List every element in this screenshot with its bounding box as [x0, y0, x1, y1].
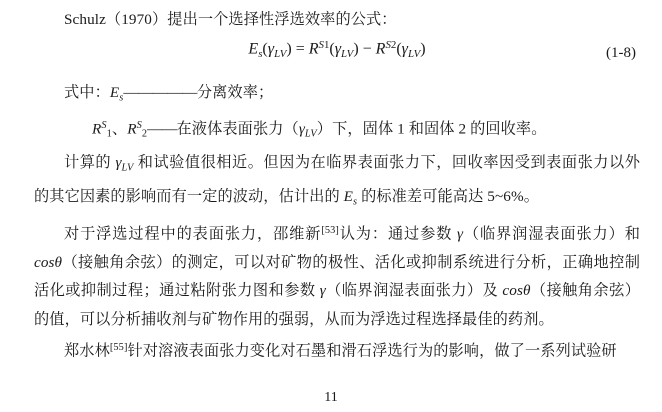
- document-body: [34, 6, 640, 366]
- equation-1-8: $E_s(\gamma_{LV}) = R^{S1}(\gamma_{LV}) - R^{S2}(\gamma_{LV})$: [248, 38, 426, 60]
- equation-number: (1-8): [606, 44, 636, 61]
- paragraph-calc: 计算的 $\gamma_{LV}$ 和试验值很相近。但因为在临界表面张力下，回收率因受到表面张力以外的其它因素的影响而有一定的波动，估计出的 $E_s$ 的标准差可能高达 5~6%。: [34, 154, 640, 208]
- paragraph-legend-1: 式中：$E_s—————$分离效率；: [64, 83, 274, 103]
- page-number: 11: [324, 390, 338, 405]
- paragraph-legend-2: $R^S_1$、$R^S_2——$在液体表面张力$(\gamma_{LV})$下，固体 1 和固体 2 的回收率。: [92, 120, 547, 140]
- paragraph-zheng: 郑水林[55]针对溶液表面张力变化对石墨和滑石浮选行为的影响，做了一系列试验研: [64, 342, 617, 360]
- paragraph-intro: [34, 6, 640, 35]
- paragraph-intro-text: Schulz（1970）提出一个选择性浮选效率的公式：: [64, 11, 397, 28]
- equation-line: [34, 37, 640, 77]
- paragraph-surface-tension: 对于浮选过程中的表面张力，邵维新[53]认为：通过参数 γ（临界润湿表面张力）和 cosθ（接触角余弦）的测定，可以对矿物的极性、活化或抑制系统进行分析，正确地控制活化或抑制过程；通过粘附张力图和参数 γ（临界润湿表面张力）及 cosθ（接触角余弦）的值，可以分析捕收剂与矿物作用的强弱，从而为浮选过程选择最佳的药剂。: [34, 225, 640, 328]
